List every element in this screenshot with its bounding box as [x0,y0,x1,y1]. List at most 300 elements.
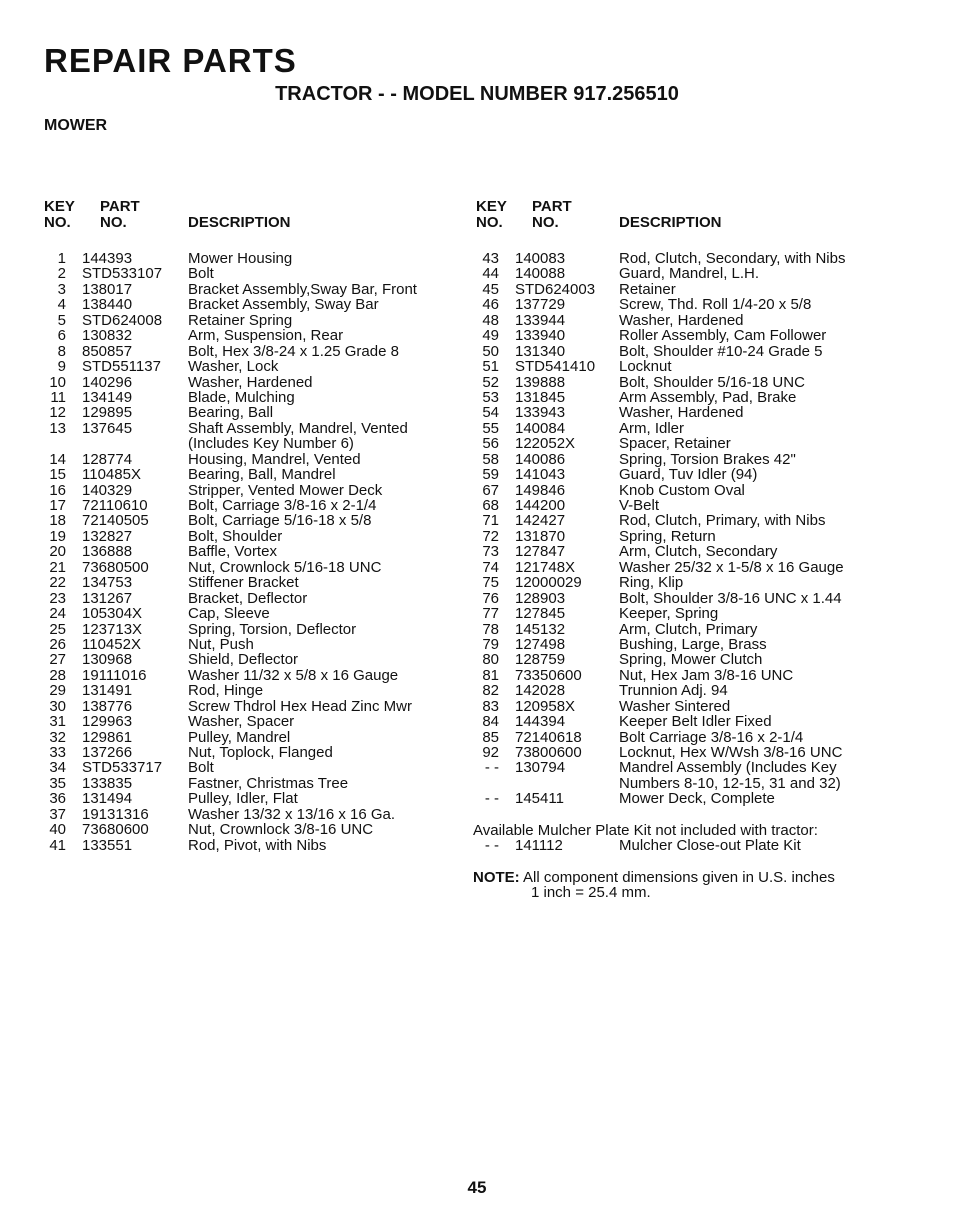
table-row [473,544,893,559]
key-number: 82 [482,682,499,700]
key-number: 33 [49,744,66,761]
key-number: 55 [482,419,499,437]
table-row [40,714,440,729]
part-number: 144200 [515,497,566,514]
part-description: Bolt Carriage 3/8-16 x 2-1/4 [619,728,804,746]
table-row [40,560,440,575]
table-row [40,668,440,683]
table-row [40,652,440,667]
table-row [473,436,893,451]
part-number: 128774 [82,450,133,468]
table-row [40,822,440,837]
section-heading: MOWER [44,117,108,134]
part-description: Nut, Push [188,635,254,653]
key-number: 12 [49,404,66,422]
description-header: DESCRIPTION [619,214,722,231]
key-number: 13 [49,419,66,437]
table-row [40,699,440,714]
key-number: 34 [49,759,66,777]
table-row [40,807,440,822]
table-row [473,467,893,482]
part-description: Shield, Deflector [188,651,299,669]
part-description: Washer, Hardened [619,311,744,329]
key-number: 9 [57,358,66,376]
part-number: 133944 [515,311,566,329]
part-description: Washer 25/32 x 1-5/8 x 16 Gauge [619,558,844,576]
part-description: Bolt, Carriage 3/8-16 x 2-1/4 [188,497,377,514]
table-row [40,529,440,544]
table-row [40,452,440,467]
part-number: 140088 [515,265,566,283]
part-number: STD624003 [515,280,596,298]
table-row [40,421,440,452]
key-number: 58 [482,450,499,468]
part-number: 138776 [82,697,133,715]
key-number: 5 [57,311,66,329]
part-description: Arm, Clutch, Primary [619,620,758,638]
part-description: Screw Thdrol Hex Head Zinc Mwr [188,697,412,715]
key-number: 49 [482,327,499,345]
part-number: STD541410 [515,358,596,376]
part-description: Bracket, Deflector [188,589,308,607]
part-number: 142028 [515,682,566,700]
part-number: 133835 [82,774,133,792]
model-heading: TRACTOR - - MODEL NUMBER 917.256510 [275,83,679,105]
part-description: Bracket Assembly,Sway Bar, Front [188,280,417,298]
key-header-bottom: NO. [44,214,71,231]
table-row [40,838,440,853]
key-number: 24 [49,605,66,623]
part-number: 132827 [82,527,133,545]
part-number: 110452X [82,635,141,653]
key-number: 45 [482,280,499,298]
key-number: 2 [57,265,66,283]
part-number: 128903 [515,589,566,607]
key-number: 71 [482,512,499,530]
part-number: 145132 [515,620,566,638]
part-number: 850857 [82,342,133,360]
part-number: 73680500 [82,558,149,576]
part-description: Mandrel Assembly (Includes Key [619,759,837,777]
key-number: 35 [49,774,66,792]
key-number: 73 [482,543,499,561]
part-description: Spring, Torsion, Deflector [188,620,357,638]
part-number: 127847 [515,543,566,561]
parts-rows [473,251,893,807]
part-description: Pulley, Idler, Flat [188,790,298,808]
key-number: 21 [49,558,66,576]
table-row [473,730,893,745]
description-header: DESCRIPTION [188,214,291,231]
part-number: 139888 [515,373,566,391]
table-row [473,637,893,652]
part-description: Cap, Sleeve [188,605,270,623]
part-number: 131494 [82,790,133,808]
part-number: STD624008 [82,311,163,329]
part-description: Washer, Lock [188,358,279,376]
key-header-bottom: NO. [476,214,503,231]
key-number: 59 [482,466,499,484]
table-row [473,652,893,667]
key-number: 36 [49,790,66,808]
key-number: 18 [49,512,66,530]
part-description: Nut, Crownlock 3/8-16 UNC [188,821,374,839]
part-number: 138440 [82,296,133,314]
parts-list-left [40,199,440,853]
key-number: 72 [482,527,499,545]
table-row [473,513,893,528]
key-number: 4 [57,296,66,314]
key-number: 3 [57,280,66,298]
key-number: 22 [49,574,66,592]
key-number: 68 [482,497,499,514]
table-row [40,251,440,266]
part-number: 133551 [82,836,133,854]
part-description: Baffle, Vortex [188,543,277,561]
key-number: 6 [57,327,66,345]
part-number: 123713X [82,620,143,638]
page-title: REPAIR PARTS [44,42,297,79]
part-number: 72140618 [515,728,582,746]
key-number: 81 [482,666,499,684]
part-number: 120958X [515,697,576,715]
part-description: Spring, Return [619,527,716,545]
key-number: 26 [49,635,66,653]
key-number: 25 [49,620,66,638]
part-number: 142427 [515,512,566,530]
key-number: 29 [49,682,66,700]
part-description: Washer, Hardened [188,373,313,391]
part-description: Knob Custom Oval [619,481,745,499]
table-row [473,313,893,328]
key-number: 52 [482,373,499,391]
part-description: Rod, Hinge [188,682,264,700]
key-number: 84 [482,713,499,731]
part-description: Bearing, Ball, Mandrel [188,466,336,484]
part-number: 131340 [515,342,566,360]
table-row [473,760,893,791]
table-row [40,606,440,621]
key-number: 78 [482,620,499,638]
part-number: 137266 [82,744,133,761]
part-number: 19111016 [82,666,147,684]
key-number: 30 [49,697,66,715]
key-number: - - [484,837,499,855]
part-number: 131845 [515,388,566,406]
part-number: 140329 [82,481,133,499]
part-number: 127498 [515,635,566,653]
key-number: 28 [49,666,66,684]
mulcher-availability-note: Available Mulcher Plate Kit not included with tractor: [473,821,818,839]
part-description: Retainer [619,280,676,298]
part-number: 130968 [82,651,133,669]
part-number: 105304X [82,605,143,623]
key-header-top: KEY [44,198,75,215]
table-row [473,390,893,405]
part-number: 73800600 [515,744,582,761]
part-number: 138017 [82,280,133,298]
key-number: 40 [49,821,66,839]
part-description: Stiffener Bracket [188,574,299,592]
part-number: 72140505 [82,512,149,530]
part-number: 129963 [82,713,133,731]
part-description: Blade, Mulching [188,388,295,406]
table-row [40,375,440,390]
key-number: 48 [482,311,499,329]
table-row [473,683,893,698]
part-description: Bearing, Ball [188,404,274,422]
note-label: NOTE: [473,868,520,886]
parts-rows [40,251,440,853]
key-number: 76 [482,589,499,607]
part-description: Spring, Mower Clutch [619,651,763,669]
part-number: 144393 [82,250,133,267]
key-number: 19 [49,527,66,545]
part-number: 110485X [82,466,141,484]
part-number: 127845 [515,605,566,623]
part-number: 73680600 [82,821,149,839]
part-description: Mulcher Close-out Plate Kit [619,837,801,855]
table-row [473,714,893,729]
key-number: 41 [49,836,66,854]
key-number: - - [484,759,499,777]
table-row [473,622,893,637]
table-row [40,760,440,775]
table-row [40,359,440,374]
table-row [473,606,893,621]
part-number: 73350600 [515,666,582,684]
key-header-top: KEY [476,198,507,215]
part-description: Washer 13/32 x 13/16 x 16 Ga. [188,805,396,823]
part-description: Bolt, Hex 3/8-24 x 1.25 Grade 8 [188,342,399,360]
key-number: 46 [482,296,499,314]
table-row [40,344,440,359]
part-number: 122052X [515,435,576,453]
part-number: 72110610 [82,497,148,514]
part-number: 140086 [515,450,566,468]
part-description: Shaft Assembly, Mandrel, Vented [188,419,408,437]
part-header-top: PART [100,198,140,215]
part-number: 141112 [515,837,563,855]
table-row [40,575,440,590]
part-description: Nut, Hex Jam 3/8-16 UNC [619,666,794,684]
part-number: STD533717 [82,759,163,777]
part-number: 141043 [515,466,566,484]
table-row [473,591,893,606]
part-description: Mower Housing [188,250,293,267]
table-row [40,513,440,528]
table-row [473,405,893,420]
part-description: Keeper, Spring [619,605,719,623]
table-row [473,328,893,343]
part-number: 129895 [82,404,133,422]
key-number: 74 [482,558,499,576]
table-row [40,282,440,297]
part-number: 140083 [515,250,566,267]
part-description: Bolt, Shoulder 5/16-18 UNC [619,373,805,391]
part-number: 144394 [515,713,566,731]
table-row [473,498,893,513]
part-description: Bolt, Shoulder 3/8-16 UNC x 1.44 [619,589,842,607]
key-number: 16 [49,481,66,499]
part-number: STD551137 [82,358,161,376]
table-row [473,452,893,467]
note-text: All component dimensions given in U.S. inches [523,868,835,886]
key-number: 50 [482,342,499,360]
part-number: 145411 [515,790,564,808]
part-description: Locknut, Hex W/Wsh 3/8-16 UNC [619,744,843,761]
table-row [40,405,440,420]
key-number: 80 [482,651,499,669]
key-number: 8 [57,342,66,360]
part-description: Spring, Torsion Brakes 42" [619,450,796,468]
table-row [473,838,893,853]
table-row [40,498,440,513]
table-row [473,266,893,281]
key-number: 37 [49,805,66,823]
key-number: 17 [49,497,66,514]
part-number: 131870 [515,527,566,545]
part-description: Nut, Crownlock 5/16-18 UNC [188,558,382,576]
key-number: 1 [57,250,66,267]
key-number: 75 [482,574,499,592]
table-row [473,344,893,359]
part-number: 131491 [82,682,133,700]
key-number: 56 [482,435,499,453]
part-number: 134149 [82,388,133,406]
table-row [40,266,440,281]
part-number: 134753 [82,574,133,592]
table-row [40,297,440,312]
table-row [40,328,440,343]
table-row [40,467,440,482]
key-number: 11 [50,388,66,406]
part-description: Arm, Clutch, Secondary [619,543,778,561]
part-description: Ring, Klip [619,574,684,592]
part-number: 19131316 [82,805,149,823]
part-description: Bolt [188,759,214,777]
note-conversion: 1 inch = 25.4 mm. [531,884,651,902]
table-row [40,313,440,328]
key-number: 32 [49,728,66,746]
table-row [473,421,893,436]
table-row [473,745,893,760]
part-description: Numbers 8-10, 12-15, 31 and 32) [619,774,841,792]
part-description: Spacer, Retainer [619,435,731,453]
key-number: 27 [49,651,66,669]
part-description: Rod, Clutch, Secondary, with Nibs [619,250,846,267]
table-row [40,776,440,791]
part-header-bottom: NO. [532,214,559,231]
key-number: 85 [482,728,499,746]
part-number: 130794 [515,759,566,777]
part-header-bottom: NO. [100,214,127,231]
part-description: Bracket Assembly, Sway Bar [188,296,379,314]
table-row [40,591,440,606]
part-description: Retainer Spring [188,311,293,329]
part-description: Washer 11/32 x 5/8 x 16 Gauge [188,666,399,684]
table-row [473,529,893,544]
table-row [473,575,893,590]
part-number: 140084 [515,419,566,437]
part-description: Arm, Idler [619,419,685,437]
part-number: 133940 [515,327,566,345]
part-number: 12000029 [515,574,582,592]
part-description: Keeper Belt Idler Fixed [619,713,772,731]
part-description: Trunnion Adj. 94 [619,682,728,700]
part-description: Washer, Hardened [619,404,744,422]
part-description: Rod, Pivot, with Nibs [188,836,327,854]
part-number: STD533107 [82,265,163,283]
part-description: Washer Sintered [619,697,731,715]
part-description: Roller Assembly, Cam Follower [619,327,827,345]
key-number: 53 [482,388,499,406]
key-number: 31 [49,713,66,731]
table-row [473,699,893,714]
dimension-note [473,870,893,901]
key-number: 51 [482,358,499,376]
table-row [40,730,440,745]
part-description: Bolt [188,265,214,283]
table-row [473,282,893,297]
part-description: (Includes Key Number 6) [188,435,354,453]
page-number: 45 [467,1178,487,1197]
part-description: Arm Assembly, Pad, Brake [619,388,797,406]
table-row [40,544,440,559]
part-description: Mower Deck, Complete [619,790,775,808]
key-number: 20 [49,543,66,561]
part-description: Bushing, Large, Brass [619,635,767,653]
table-row [473,483,893,498]
part-number: 128759 [515,651,566,669]
part-number: 133943 [515,404,566,422]
part-number: 137645 [82,419,133,437]
part-description: Stripper, Vented Mower Deck [188,481,383,499]
key-number: 23 [49,589,66,607]
table-row [473,791,893,806]
part-description: Housing, Mandrel, Vented [188,450,361,468]
table-row [473,375,893,390]
key-number: 92 [482,744,499,761]
part-description: Rod, Clutch, Primary, with Nibs [619,512,826,530]
part-description: Screw, Thd. Roll 1/4-20 x 5/8 [619,296,812,314]
key-number: - - [484,790,499,808]
part-description: Locknut [619,358,672,376]
part-number: 136888 [82,543,133,561]
part-description: Pulley, Mandrel [188,728,291,746]
table-row [40,622,440,637]
table-row [473,668,893,683]
key-number: 44 [482,265,499,283]
key-number: 83 [482,697,499,715]
part-description: V-Belt [619,497,660,514]
part-number: 129861 [82,728,133,746]
part-number: 149846 [515,481,566,499]
column-headers [40,199,440,251]
part-description: Guard, Tuv Idler (94) [619,466,758,484]
table-row [473,297,893,312]
part-header-top: PART [532,198,572,215]
part-description: Bolt, Carriage 5/16-18 x 5/8 [188,512,372,530]
part-number: 140296 [82,373,133,391]
table-row [40,390,440,405]
part-description: Bolt, Shoulder [188,527,283,545]
part-number: 130832 [82,327,133,345]
key-number: 67 [482,481,499,499]
key-number: 79 [482,635,499,653]
part-description: Arm, Suspension, Rear [188,327,344,345]
part-number: 121748X [515,558,576,576]
